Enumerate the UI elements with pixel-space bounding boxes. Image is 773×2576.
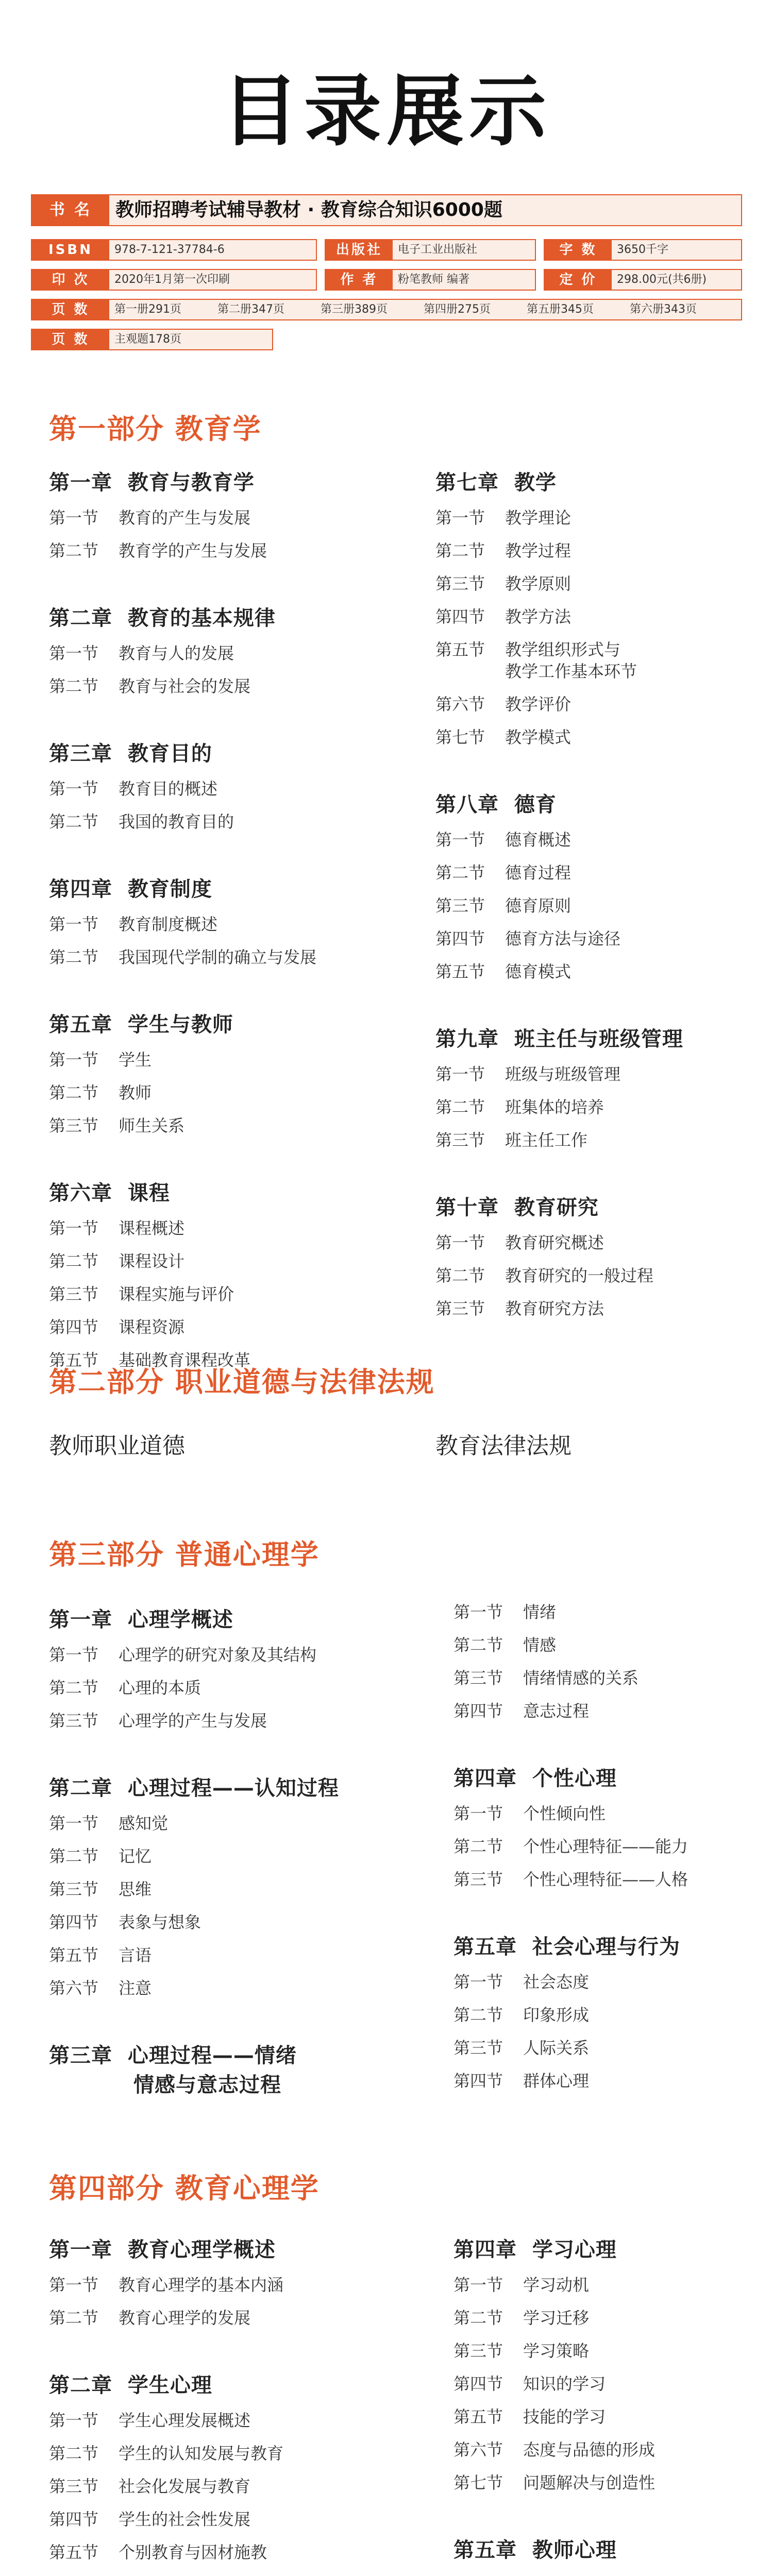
section-number: 第五节 xyxy=(435,640,485,659)
section-item xyxy=(49,2509,283,2530)
section-number: 第三节 xyxy=(49,1879,99,1899)
section-number: 第一节 xyxy=(435,1233,485,1252)
section-number: 第二节 xyxy=(49,2308,99,2328)
section-title: 德育模式 xyxy=(505,962,572,981)
section-number: 第二节 xyxy=(49,541,99,561)
section-item xyxy=(49,1049,316,1071)
chapter-heading: 第五章 社会心理与行为 xyxy=(453,1935,680,1959)
part-4-left-column xyxy=(49,2233,283,2576)
section-title: 心理学的研究对象及其结构 xyxy=(119,1645,317,1665)
section-number: 第二节 xyxy=(49,947,99,967)
section-item xyxy=(49,778,316,800)
pages-label: 页 数 xyxy=(32,300,109,319)
section-number: 第五节 xyxy=(49,1945,99,1965)
section-title: 学生 xyxy=(119,1050,152,1070)
section-item xyxy=(453,2274,671,2296)
section-item xyxy=(453,1700,688,1722)
part-2-left-item: 教师职业道德 xyxy=(49,1433,185,1459)
section-item xyxy=(435,928,683,950)
section-title: 个别教育与因材施教 xyxy=(119,2543,267,2562)
pages-value-3: 第三册389页 xyxy=(321,303,388,316)
section-item xyxy=(453,2340,671,2362)
section-number: 第五节 xyxy=(435,962,485,981)
section-number: 第六节 xyxy=(453,2440,503,2460)
section-number: 第一节 xyxy=(49,2411,99,2430)
section-title: 表象与想象 xyxy=(119,1912,201,1932)
section-item xyxy=(453,1634,688,1656)
section-number: 第二节 xyxy=(49,1251,99,1271)
chapter-gap xyxy=(453,2505,671,2534)
section-item xyxy=(49,946,316,968)
section-title: 班集体的培养 xyxy=(505,1097,604,1117)
section-number: 第三节 xyxy=(435,1130,485,1150)
section-item xyxy=(49,2410,283,2431)
section-title: 印象形成 xyxy=(523,2005,590,2025)
section-title: 德育概述 xyxy=(505,830,572,850)
section-title: 教育制度概述 xyxy=(119,914,218,934)
chapter-heading: 第六章 课程 xyxy=(49,1181,170,1205)
pages-value-2: 第二册347页 xyxy=(217,303,284,316)
section-item xyxy=(435,1298,683,1319)
part-2-right-item: 教育法律法规 xyxy=(435,1433,572,1459)
section-item xyxy=(49,507,316,529)
section-number: 第七节 xyxy=(435,727,485,747)
section-item xyxy=(435,693,683,715)
part-3-left-column xyxy=(49,1603,339,2109)
section-number: 第一节 xyxy=(49,1814,99,1833)
chapter-heading: 第一章 心理学概述 xyxy=(49,1608,233,1632)
section-number: 第一节 xyxy=(49,779,99,799)
words-cell xyxy=(544,239,742,261)
isbn-value: 978-7-121-37784-6 xyxy=(114,243,225,256)
chapter-gap xyxy=(49,573,316,602)
section-number: 第四节 xyxy=(49,1912,99,1932)
section-number: 第七节 xyxy=(453,2473,503,2493)
section-number: 第二节 xyxy=(453,1635,503,1655)
section-item xyxy=(435,606,683,628)
section-item xyxy=(49,2307,283,2329)
section-number: 第二节 xyxy=(453,2308,503,2328)
section-title: 教育研究概述 xyxy=(505,1233,604,1252)
section-item xyxy=(49,913,316,935)
section-title: 个性心理特征——能力 xyxy=(523,1837,688,1856)
book-title-label: 书 名 xyxy=(32,195,109,225)
section-item xyxy=(453,2472,671,2494)
chapter-gap xyxy=(453,1733,688,1762)
section-item xyxy=(49,811,316,833)
chapter-gap xyxy=(435,1162,683,1191)
chapter-heading: 第二章 学生心理 xyxy=(49,2374,212,2397)
section-title: 情感 xyxy=(523,1635,557,1655)
section-title: 教学过程 xyxy=(505,541,572,561)
section-title: 教育与社会的发展 xyxy=(119,676,251,696)
section-number: 第一节 xyxy=(453,1804,503,1823)
section-title: 问题解决与创造性 xyxy=(523,2473,656,2493)
section-number: 第四节 xyxy=(49,1317,99,1337)
chapter-gap xyxy=(453,1902,688,1930)
section-item xyxy=(49,1217,316,1239)
part-2-title: 第二部分 职业道德与法律法规 xyxy=(49,1366,435,1398)
section-item xyxy=(435,1063,683,1085)
chapter-gap xyxy=(49,2010,339,2039)
part-1-left-column xyxy=(49,466,316,1382)
chapter-gap xyxy=(49,1148,316,1177)
section-title: 意志过程 xyxy=(523,1701,590,1721)
section-title: 班级与班级管理 xyxy=(505,1064,621,1084)
section-item xyxy=(453,2004,688,2026)
pages2-cell xyxy=(31,329,273,350)
section-title: 个性倾向性 xyxy=(523,1804,606,1823)
pages-value-5: 第五册345页 xyxy=(527,303,594,316)
section-number: 第一节 xyxy=(49,643,99,663)
section-item xyxy=(453,1869,688,1890)
section-number: 第三节 xyxy=(435,896,485,916)
part-3-right-column xyxy=(453,1601,688,2103)
section-title: 教学理论 xyxy=(505,508,572,528)
section-title: 教师 xyxy=(119,1083,152,1103)
section-title: 我国的教育目的 xyxy=(119,812,234,832)
chapter-heading: 第二章 教育的基本规律 xyxy=(49,606,276,630)
publisher-cell xyxy=(325,239,536,261)
section-title: 心理的本质 xyxy=(119,1678,201,1698)
chapter-heading: 第九章 班主任与班级管理 xyxy=(435,1027,683,1051)
section-title: 学习策略 xyxy=(523,2341,590,2361)
chapter-heading: 第三章 教育目的 xyxy=(49,742,212,766)
section-number: 第二节 xyxy=(49,1678,99,1698)
section-title: 课程实施与评价 xyxy=(119,1284,234,1304)
section-number: 第四节 xyxy=(435,929,485,948)
publisher-value: 电子工业出版社 xyxy=(398,243,478,256)
chapter-heading: 第十章 教育研究 xyxy=(435,1196,599,1219)
section-title: 感知觉 xyxy=(119,1814,169,1833)
section-number: 第二节 xyxy=(435,541,485,561)
words-label: 字 数 xyxy=(545,240,612,260)
section-title: 教育的产生与发展 xyxy=(119,508,251,528)
section-number: 第一节 xyxy=(453,1972,503,1992)
section-number: 第三节 xyxy=(49,1116,99,1136)
part-4-title: 第四部分 教育心理学 xyxy=(49,2172,320,2205)
section-item xyxy=(49,1349,316,1371)
section-title: 教学评价 xyxy=(505,694,572,714)
section-number: 第一节 xyxy=(435,1064,485,1084)
section-item xyxy=(49,1977,339,1999)
section-number: 第一节 xyxy=(49,914,99,934)
section-item xyxy=(49,540,316,562)
section-item xyxy=(435,961,683,982)
section-number: 第一节 xyxy=(453,1602,503,1622)
section-number: 第二节 xyxy=(453,1837,503,1856)
chapter-heading: 第七章 教学 xyxy=(435,471,557,495)
section-number: 第五节 xyxy=(453,2407,503,2427)
section-title: 教学方法 xyxy=(505,607,572,626)
section-title: 课程概述 xyxy=(119,1218,185,1238)
price-value: 298.00元(共6册) xyxy=(617,273,707,286)
section-item xyxy=(49,2541,283,2563)
section-number: 第一节 xyxy=(49,1645,99,1665)
section-number: 第二节 xyxy=(453,2005,503,2025)
section-title: 教学原则 xyxy=(505,574,572,594)
section-number: 第三节 xyxy=(453,2038,503,2058)
chapter-gap xyxy=(435,759,683,788)
section-item xyxy=(49,1082,316,1104)
section-number: 第四节 xyxy=(49,2510,99,2529)
section-number: 第三节 xyxy=(435,1299,485,1318)
chapter-gap xyxy=(49,2340,283,2369)
section-title: 态度与品德的形成 xyxy=(523,2440,656,2460)
section-item xyxy=(49,1115,316,1137)
section-number: 第二节 xyxy=(49,812,99,832)
section-title: 师生关系 xyxy=(119,1116,185,1136)
section-item xyxy=(435,1129,683,1151)
section-title: 技能的学习 xyxy=(523,2407,606,2427)
pages-cell xyxy=(31,299,742,320)
chapter-heading: 第五章 学生与教师 xyxy=(49,1013,233,1037)
author-value: 粉笔教师 编著 xyxy=(398,273,469,286)
section-item xyxy=(453,2406,671,2428)
pages-value-6: 第六册343页 xyxy=(630,303,697,316)
section-number: 第五节 xyxy=(49,1350,99,1370)
section-title: 学生的社会性发展 xyxy=(119,2510,251,2529)
section-item xyxy=(435,1096,683,1118)
section-number: 第三节 xyxy=(453,1870,503,1889)
section-item xyxy=(453,2307,671,2329)
section-number: 第四节 xyxy=(453,1701,503,1721)
part-4-right-column xyxy=(453,2233,671,2576)
section-number: 第二节 xyxy=(49,1083,99,1103)
section-number: 第六节 xyxy=(49,1978,99,1998)
book-title-row xyxy=(31,194,742,226)
section-title: 教育与人的发展 xyxy=(119,643,234,663)
section-number: 第三节 xyxy=(49,2477,99,2496)
section-item xyxy=(435,639,683,682)
section-item xyxy=(435,540,683,562)
section-item xyxy=(453,1667,688,1689)
section-item xyxy=(49,1710,339,1732)
section-title: 教育心理学的基本内涵 xyxy=(119,2275,284,2295)
section-item xyxy=(435,726,683,748)
section-number: 第二节 xyxy=(49,676,99,696)
part-3-title: 第三部分 普通心理学 xyxy=(49,1538,320,1571)
section-number: 第二节 xyxy=(49,2444,99,2463)
print-value: 2020年1月第一次印刷 xyxy=(114,273,230,286)
section-item xyxy=(49,1283,316,1305)
pages2-label: 页 数 xyxy=(32,330,109,349)
section-number: 第四节 xyxy=(435,607,485,626)
section-item xyxy=(49,1911,339,1933)
print-cell xyxy=(31,269,317,291)
chapter-gap xyxy=(435,994,683,1023)
words-value: 3650千字 xyxy=(617,243,668,256)
part-1-title: 第一部分 教育学 xyxy=(49,413,262,445)
chapter-heading: 第五章 教师心理 xyxy=(453,2538,617,2562)
section-title: 思维 xyxy=(119,1879,152,1899)
section-number: 第四节 xyxy=(453,2374,503,2394)
section-item xyxy=(49,2476,283,2497)
section-title: 教育研究方法 xyxy=(505,1299,604,1318)
section-title: 社会态度 xyxy=(523,1972,590,1992)
book-title: 教师招聘考试辅导教材 · 教育综合知识6000题 xyxy=(115,199,502,221)
section-title: 班主任工作 xyxy=(505,1130,588,1150)
chapter-heading: 第三章 心理过程——情绪 情感与意志过程 xyxy=(49,2044,297,2097)
section-item xyxy=(435,862,683,884)
section-number: 第三节 xyxy=(453,2341,503,2361)
section-item xyxy=(49,1316,316,1338)
chapter-gap xyxy=(49,1743,339,1772)
section-number: 第三节 xyxy=(49,1711,99,1731)
section-item xyxy=(435,895,683,917)
section-item xyxy=(49,1878,339,1900)
section-item xyxy=(49,2443,283,2464)
chapter-heading: 第四章 学习心理 xyxy=(453,2238,617,2262)
price-label: 定 价 xyxy=(545,270,612,290)
section-title: 个性心理特征——人格 xyxy=(523,1870,688,1889)
section-item xyxy=(453,1971,688,1993)
author-label: 作 者 xyxy=(326,270,393,290)
section-item xyxy=(435,507,683,529)
section-title: 社会化发展与教育 xyxy=(119,2477,251,2496)
section-number: 第二节 xyxy=(435,863,485,883)
section-title: 教学组织形式与 教学工作基本环节 xyxy=(505,640,637,681)
section-number: 第一节 xyxy=(49,2275,99,2295)
section-number: 第二节 xyxy=(435,1266,485,1285)
section-title: 教育目的概述 xyxy=(119,779,218,799)
chapter-heading: 第一章 教育与教育学 xyxy=(49,471,255,495)
section-item xyxy=(435,829,683,851)
section-title: 情绪情感的关系 xyxy=(523,1668,639,1688)
section-item xyxy=(49,2274,283,2296)
section-title: 知识的学习 xyxy=(523,2374,606,2394)
chapter-heading: 第八章 德育 xyxy=(435,793,557,817)
section-number: 第三节 xyxy=(453,1668,503,1688)
section-item xyxy=(453,2070,688,2092)
section-number: 第一节 xyxy=(435,508,485,528)
section-number: 第六节 xyxy=(435,694,485,714)
chapter-gap xyxy=(49,708,316,737)
section-item xyxy=(453,2439,671,2461)
section-item xyxy=(435,1232,683,1253)
chapter-gap xyxy=(49,979,316,1008)
section-item xyxy=(49,1812,339,1834)
pages-value-4: 第四册275页 xyxy=(424,303,491,316)
section-number: 第一节 xyxy=(49,1050,99,1070)
section-number: 第四节 xyxy=(453,2071,503,2091)
pages-value-1: 第一册291页 xyxy=(114,303,181,316)
section-item xyxy=(453,1836,688,1857)
section-item xyxy=(453,1601,688,1623)
part-1-right-column xyxy=(435,466,683,1331)
chapter-heading: 第四章 个性心理 xyxy=(453,1767,617,1790)
section-number: 第一节 xyxy=(435,830,485,850)
section-title: 学生的认知发展与教育 xyxy=(119,2444,284,2463)
section-title: 基础教育课程改革 xyxy=(119,1350,251,1370)
section-item xyxy=(49,642,316,664)
section-title: 注意 xyxy=(119,1978,152,1998)
section-title: 学习动机 xyxy=(523,2275,590,2295)
chapter-gap xyxy=(49,844,316,873)
section-number: 第三节 xyxy=(435,574,485,594)
publisher-label: 出版社 xyxy=(326,240,393,260)
isbn-label: ISBN xyxy=(32,240,109,260)
section-title: 德育原则 xyxy=(505,896,572,916)
section-title: 人际关系 xyxy=(523,2038,590,2058)
section-item xyxy=(49,1644,339,1666)
author-cell xyxy=(325,269,536,291)
section-title: 我国现代学制的确立与发展 xyxy=(119,947,317,967)
section-title: 德育过程 xyxy=(505,863,572,883)
section-title: 教育学的产生与发展 xyxy=(119,541,267,561)
section-item xyxy=(453,2373,671,2395)
section-title: 言语 xyxy=(119,1945,152,1965)
section-number: 第一节 xyxy=(49,1218,99,1238)
section-title: 心理学的产生与发展 xyxy=(119,1711,267,1731)
price-cell xyxy=(544,269,742,291)
section-item xyxy=(453,1803,688,1824)
section-title: 学生心理发展概述 xyxy=(119,2411,251,2430)
section-title: 记忆 xyxy=(119,1846,152,1866)
section-number: 第二节 xyxy=(435,1097,485,1117)
section-number: 第三节 xyxy=(49,1284,99,1304)
section-title: 学习迁移 xyxy=(523,2308,590,2328)
section-title: 课程资源 xyxy=(119,1317,185,1337)
section-title: 教学模式 xyxy=(505,727,572,747)
page-title: 目录展示 xyxy=(221,66,551,157)
section-title: 德育方法与途径 xyxy=(505,929,621,948)
section-number: 第五节 xyxy=(49,2543,99,2562)
section-item xyxy=(49,1677,339,1699)
section-item xyxy=(49,1845,339,1867)
isbn-cell xyxy=(31,239,317,261)
section-title: 课程设计 xyxy=(119,1251,185,1271)
chapter-heading: 第四章 教育制度 xyxy=(49,877,212,901)
chapter-heading: 第一章 教育心理学概述 xyxy=(49,2238,276,2262)
section-item xyxy=(435,573,683,595)
chapter-heading: 第二章 心理过程——认知过程 xyxy=(49,1776,339,1800)
section-number: 第一节 xyxy=(49,508,99,528)
section-title: 教育心理学的发展 xyxy=(119,2308,251,2328)
section-item xyxy=(435,1265,683,1286)
section-title: 群体心理 xyxy=(523,2071,590,2091)
section-title: 教育研究的一般过程 xyxy=(505,1266,654,1285)
section-item xyxy=(453,2037,688,2059)
section-number: 第二节 xyxy=(49,1846,99,1866)
section-item xyxy=(49,675,316,697)
section-title: 情绪 xyxy=(523,1602,557,1622)
section-item xyxy=(49,1944,339,1966)
pages2-value: 主观题178页 xyxy=(114,333,181,346)
section-number: 第一节 xyxy=(453,2275,503,2295)
section-item xyxy=(49,1250,316,1272)
print-label: 印 次 xyxy=(32,270,109,290)
